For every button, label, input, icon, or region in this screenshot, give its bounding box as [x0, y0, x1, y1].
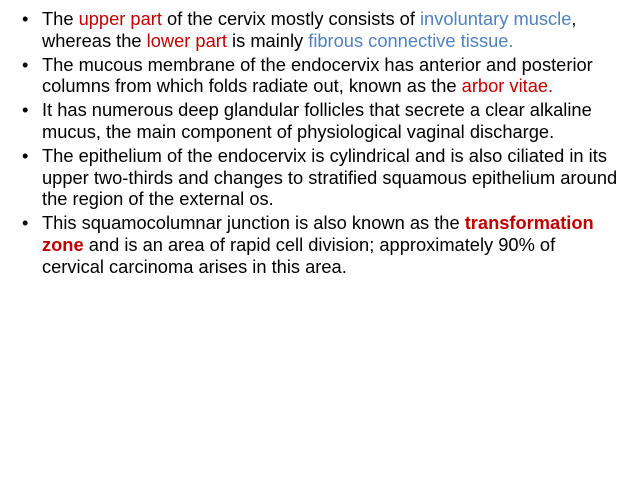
highlight-upper-part: upper part: [78, 8, 162, 29]
highlight-fibrous-connective-tissue: fibrous connective tissue.: [308, 29, 514, 51]
bullet-item-5: [22, 212, 622, 277]
text-segment: The mucous membrane of the endocervix has anterior and posterior columns from which folds radiate out, known as the: [42, 53, 593, 97]
text-segment: of the cervix mostly consists of: [161, 8, 420, 29]
highlight-involuntary-muscle: involuntary muscle: [420, 8, 572, 29]
bullet-icon: •: [22, 212, 29, 234]
bullet-item-4: [22, 145, 622, 210]
text-segment: This squamocolumnar junction is also known as the: [42, 212, 465, 234]
text-segment: and is an area of rapid cell division; approximately 90% of cervical carcinoma arises in this area.: [42, 233, 556, 277]
text-segment: is mainly: [226, 29, 309, 51]
bullet-item-1: [22, 8, 622, 51]
text-segment: It has numerous deep glandular follicles that secrete a clear alkaline mucus, the main component of physiological vaginal discharge.: [42, 99, 592, 142]
bullet-icon: •: [22, 53, 29, 75]
bullet-icon: •: [22, 8, 29, 29]
bullet-item-2: [22, 54, 622, 97]
text-segment: The epithelium of the endocervix is cylindrical and is also ciliated in its upper two-thirds and changes to stratified squamous epithelium around the region of the external os.: [42, 145, 618, 210]
bullet-icon: •: [22, 145, 29, 167]
highlight-arbor-vitae: arbor vitae.: [461, 75, 554, 97]
text-segment: , whereas the: [42, 8, 577, 51]
text-segment: The: [42, 8, 79, 29]
bullet-list: [22, 8, 622, 280]
bullet-icon: •: [22, 99, 29, 121]
highlight-lower-part: lower part: [146, 29, 227, 51]
bullet-item-3: [22, 99, 622, 142]
highlight-transformation-zone: transformation zone: [42, 212, 594, 255]
